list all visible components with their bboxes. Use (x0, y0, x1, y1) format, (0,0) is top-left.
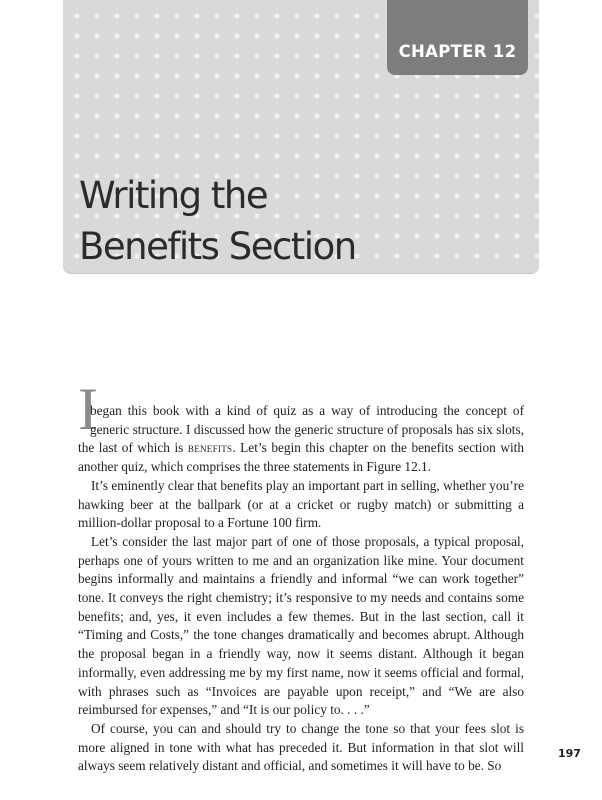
paragraph-3: Let’s consider the last major part of one of those proposals, a typical proposal, perhaps one of yours written to me and an organization like mine. Your document begins informally and maintains a friendly and informal “we can work together” tone. It conveys the right chemistry; it’s responsive to my needs and contains some benefits; and, yes, it even includes a few themes. But in the last section, call it “Timing and Costs,” the tone changes dramatically and becomes abrupt. Although the proposal began in a friendly way, now it seems distant. Although it began informally, even addressing me by my first name, now it seems official and formal, with phrases such as “Invoices are payable upon receipt,” and “We are also reimbursed for expenses,” and “It is our policy to. . . .” (78, 533, 524, 718)
paragraph-4: Of course, you can and should try to change the tone so that your fees slot is more aligned in tone with what has preceded it. But information in that slot will always seem relatively distant and official, and sometimes it will have to be. So (78, 720, 524, 774)
drop-cap: I (78, 376, 98, 442)
page-number: 197 (558, 747, 581, 760)
benefits-term: benefits (187, 440, 233, 456)
paragraph-1 (78, 376, 524, 477)
chapter-title-line-2: Benefits Section (79, 225, 356, 268)
chapter-title (79, 170, 356, 272)
paragraph-2: It’s eminently clear that benefits play an important part in selling, whether you’re hawking beer at the ballpark (or at a cricket or rugby match) or submitting a million-dollar proposal to a Fortune 100 firm. (78, 477, 524, 531)
paragraph-1-text-b: . Let’s begin this chapter on the benefits section with another quiz, which comprises the three statements in Figure 12.1. (78, 440, 524, 475)
body-text (78, 376, 524, 776)
paragraph-1-text-a: began this book with a kind of quiz as a way of introducing the concept of generic structure. I discussed how the generic structure of proposals has six slots, the last of which is (78, 403, 524, 456)
chapter-title-line-1: Writing the (79, 174, 268, 217)
chapter-label: CHAPTER 12 (387, 0, 528, 75)
